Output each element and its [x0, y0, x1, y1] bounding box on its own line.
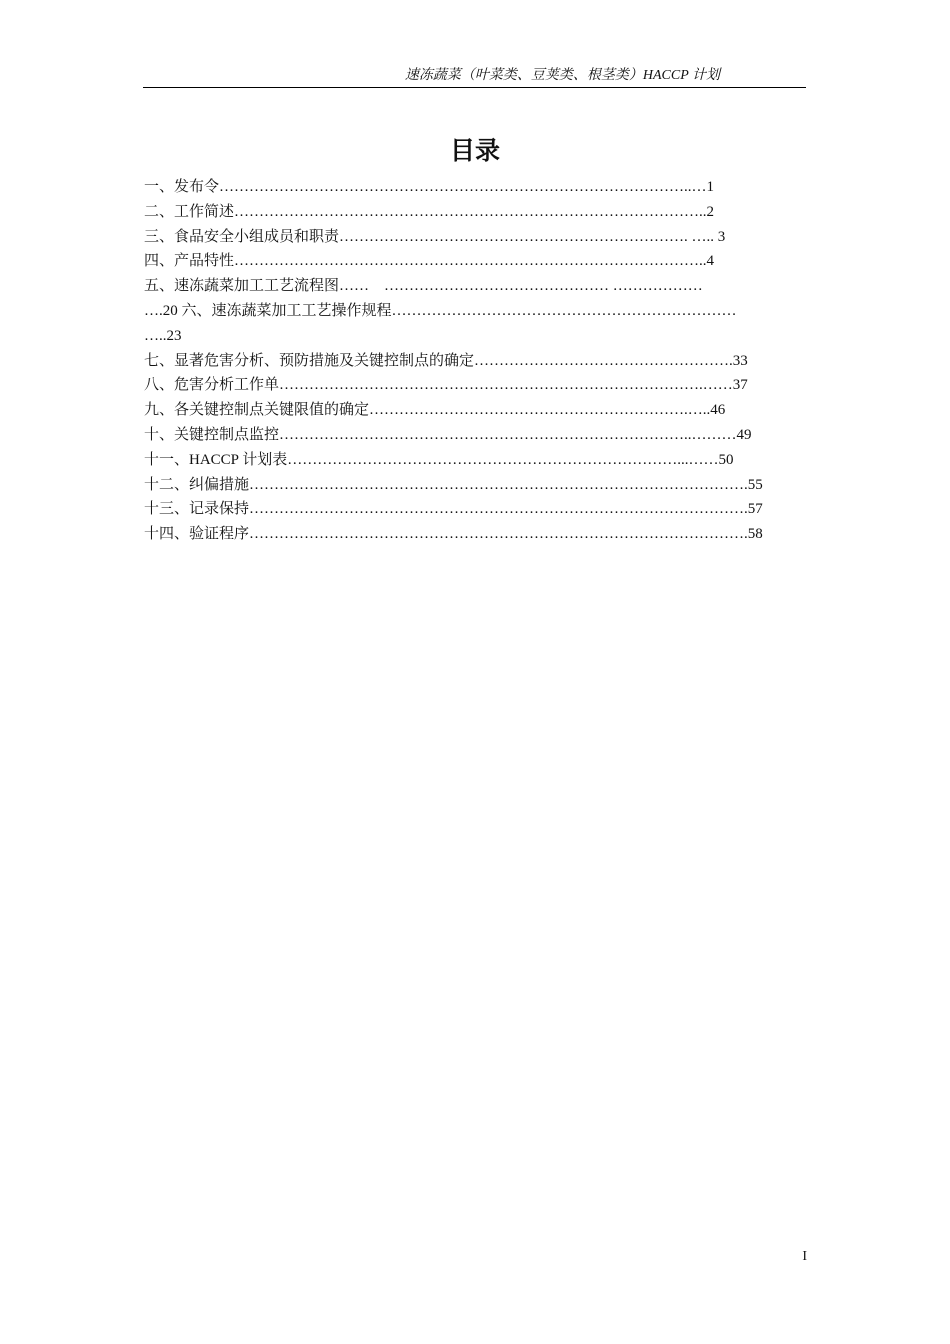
toc-entry[interactable]: 三、食品安全小组成员和职责……………………………………………………………. ….. 3: [144, 228, 726, 245]
toc-entry[interactable]: ….20 六、速冻蔬菜加工工艺操作规程……………………………………………………………: [144, 302, 737, 319]
toc-entry[interactable]: 七、显著危害分析、预防措施及关键控制点的确定…………………………………………….33: [144, 352, 748, 369]
toc-entry[interactable]: 十一、HACCP 计划表……………………………………………………………………...……50: [144, 451, 734, 468]
toc-title: 目录: [449, 136, 500, 165]
toc-entry[interactable]: 八、危害分析工作单………………………………………………………………………….……37: [144, 377, 748, 394]
running-header-text: 速冻蔬菜（叶菜类、豆荚类、根茎类）HACCP 计划: [404, 68, 720, 83]
toc-entry[interactable]: 十三、记录保持……………………………………………………………………………………….57: [144, 501, 763, 518]
running-header: [143, 66, 806, 88]
toc-entry[interactable]: 四、产品特性…………………………………………………………………………………..4: [144, 253, 715, 270]
toc-entry[interactable]: 九、各关键控制点关键限值的确定……………………………………………………….…..46: [144, 402, 726, 419]
page-number: I: [802, 1249, 807, 1264]
toc-entry[interactable]: 十四、验证程序……………………………………………………………………………………….58: [144, 526, 763, 543]
toc-entry[interactable]: …..23: [144, 327, 182, 344]
toc-entry[interactable]: 二、工作简述…………………………………………………………………………………..2: [144, 203, 715, 220]
toc-entry[interactable]: 十、关键控制点监控………………………………………………………………………..………49: [144, 426, 752, 443]
toc-entry[interactable]: 十二、纠偏措施……………………………………………………………………………………….55: [144, 476, 763, 493]
table-of-contents: [144, 175, 806, 547]
toc-entry[interactable]: 五、速冻蔬菜加工工艺流程图…… ……………………………………… ………………: [144, 278, 703, 295]
toc-entry[interactable]: 一、发布令…………………………………………………………………………………..…1: [144, 179, 715, 195]
